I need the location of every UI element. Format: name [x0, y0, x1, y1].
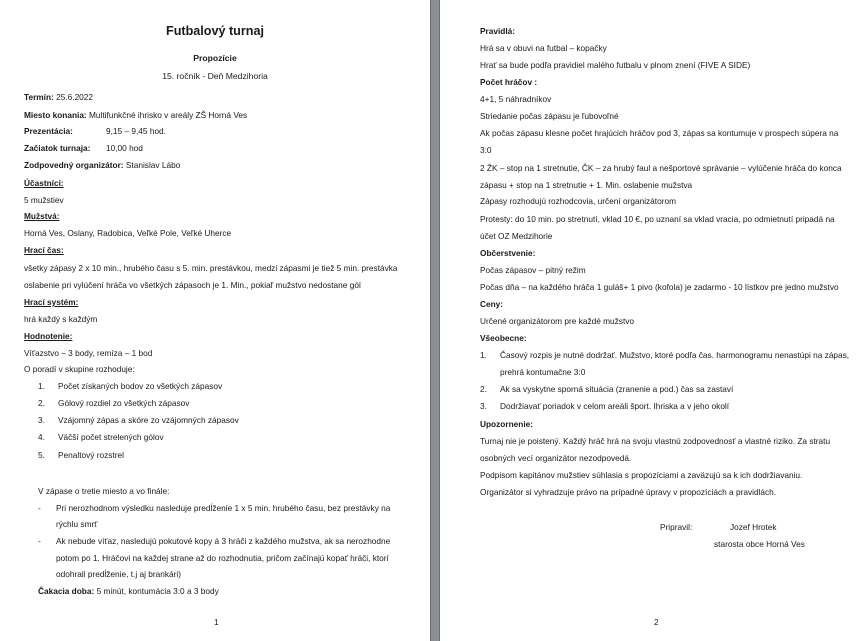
finale-intro: V zápase o tretie miesto a vo finále: — [38, 486, 170, 496]
vseobecne-item-num: 2. — [480, 384, 487, 394]
dash-bullet: - — [38, 536, 41, 546]
karty-line-1: 2 ŽK – stop na 1 stretnutie, ČK – za hrubý faul a nešportové správanie – vylúčenie hráča do konca — [480, 163, 842, 173]
organizator-vyhradzuje-line: Organizátor si vyhradzuje právo na prípadné úpravy v propozíciách a pravidlách. — [480, 487, 777, 497]
obcerstvenie-heading: Občerstvenie: — [480, 248, 536, 258]
mustva-heading: Mužstvá: — [24, 211, 60, 221]
vseobecne-heading: Všeobecne: — [480, 333, 527, 343]
vseobecne-item-num: 3. — [480, 401, 487, 411]
criteria-num: 1. — [38, 381, 45, 391]
document-subtitle: Propozície — [193, 53, 237, 63]
hraci-cas-heading: Hrací čas: — [24, 245, 64, 255]
mustva-value: Horná Ves, Oslany, Radobica, Veľké Pole, Veľké Uherce — [24, 228, 232, 238]
pocet-line-1: 4+1, 5 náhradníkov — [480, 94, 552, 104]
hodnotenie-heading: Hodnotenie: — [24, 331, 73, 341]
hraci-system-heading: Hrací systém: — [24, 297, 79, 307]
pocet-line-3: Ak počas zápasu klesne počet hrajúcich hráčov pod 3, zápas sa kontumuje v prospech súpera na — [480, 128, 839, 138]
vseobecne-item-num: 1. — [480, 350, 487, 360]
criteria-num: 4. — [38, 432, 45, 442]
criteria-text: Gólový rozdiel zo všetkých zápasov — [58, 398, 190, 408]
pocet-line-2: Striedanie počas zápasu je ľubovoľné — [480, 111, 619, 121]
finale-rule-2-line-2: potom po 1. Hráčovi na každej strane až do rozhodnutia, pričom začínajú kopať hráči, ktorí — [56, 553, 389, 563]
hraci-cas-line-1: všetky zápasy 2 x 10 min., hrubého času s 5. min. prestávkou, medzi zápasmi je tiež 5 min. prestávka — [24, 263, 398, 273]
protesty-line-1: Protesty: do 10 min. po stretnutí, vklad 10 €, po uznaní sa vklad vracia, po odmietnutí pripadá na — [480, 214, 835, 224]
finale-rule-1-line-2: rýchlu smrť — [56, 519, 98, 529]
ceny-value: Určené organizátorom pre každé mužstvo — [480, 316, 635, 326]
prezentacia-value: 9,15 – 9,45 hod. — [106, 126, 166, 136]
page-number: 2 — [654, 617, 659, 627]
finale-rule-2-line-1: Ak nebude víťaz, nasledujú pokutové kopy á 3 hráči z každého mužstva, ak sa nerozhodne — [56, 536, 391, 546]
termin-label: Termín: — [24, 92, 54, 102]
document-title: Futbalový turnaj — [166, 24, 264, 38]
pocet-heading: Počet hráčov : — [480, 77, 538, 87]
hraci-cas-line-2: oslabenie pri vylúčení hráča vo všetkých zápasoch je 1. Min., pokiaľ mužstvo nedostane gól — [24, 280, 361, 290]
organizator-label: Zodpovedný organizátor: — [24, 160, 124, 170]
upozornenie-heading: Upozornenie: — [480, 419, 534, 429]
cakacia-value: 5 minút, kontumácia 3:0 a 3 body — [94, 586, 219, 596]
dash-bullet: - — [38, 503, 41, 513]
karty-line-2: zápasu + stop na 1 stretnutie + 1. Min. oslabenie mužstva — [480, 180, 693, 190]
rozhodcovia-line: Zápasy rozhodujú rozhodcovia, určení organizátorom — [480, 196, 677, 206]
criteria-num: 5. — [38, 450, 45, 460]
criteria-num: 2. — [38, 398, 45, 408]
miesto-row — [24, 110, 247, 121]
vseobecne-item-text: Časový rozpis je nutné dodržať. Mužstvo, ktoré podľa čas. harmonogramu nenastúpi na zápas, — [500, 350, 850, 360]
document-page-2 — [440, 0, 867, 641]
vseobecne-item-text: Ak sa vyskytne sporná situácia (zranenie a pod.) čas sa zastaví — [500, 384, 734, 394]
finale-rule-2-line-3: odohrali predĺženie, t.j aj brankári) — [56, 569, 181, 579]
obcerstvenie-line-1: Počas zápasov – pitný režim — [480, 265, 586, 275]
prezentacia-label: Prezentácia: — [24, 126, 73, 136]
organizator-row — [24, 160, 180, 171]
criteria-text: Väčší počet strelených gólov — [58, 432, 164, 442]
pocet-line-4: 3:0 — [480, 145, 492, 155]
obcerstvenie-line-2: Počas dňa – na každého hráča 1 guláš+ 1 pivo (kofola) je zadarmo - 10 lístkov pre jedno mužstvo — [480, 282, 839, 292]
poradie-intro: O poradí v skupine rozhoduje: — [24, 364, 135, 374]
upozornenie-line-2: osobných vecí organizátor nezodpovedá. — [480, 453, 632, 463]
hraci-system-value: hrá každý s každým — [24, 314, 98, 324]
pravidla-line-2: Hrať sa bude podľa pravidiel malého futbalu v plnom znení (FIVE A SIDE) — [480, 60, 751, 70]
pripravil-name: Jozef Hrotek — [730, 522, 777, 532]
pripravil-role: starosta obce Horná Ves — [714, 539, 805, 549]
pravidla-heading: Pravidlá: — [480, 26, 516, 36]
edition-line: 15. ročník - Deň Medzihoria — [162, 71, 268, 81]
zaciatok-label: Začiatok turnaja: — [24, 143, 91, 153]
organizator-value: Stanislav Lábo — [123, 160, 181, 170]
finale-rule-1-line-1: Pri nerozhodnom výsledku nasleduje predĺženie 1 x 5 min. hrubého času, bez prestávky na — [56, 503, 391, 513]
pravidla-line-1: Hrá sa v obuvi na futbal – kopačky — [480, 43, 607, 53]
termin-value: 25.6.2022 — [53, 92, 94, 102]
vseobecne-item-continuation: prehrá kontumačne 3:0 — [500, 367, 586, 377]
cakacia-label: Čakacia doba: — [38, 586, 95, 596]
criteria-text: Penaltový rozstrel — [58, 450, 124, 460]
ucastnici-value: 5 mužstiev — [24, 195, 64, 205]
criteria-text: Vzájomný zápas a skóre zo vzájomných zápasov — [58, 415, 239, 425]
cakacia-row — [38, 586, 219, 597]
upozornenie-line-1: Turnaj nie je poistený. Každý hráč hrá na svoju vlastnú zodpovednosť a vlastné riziko. Za stratu — [480, 436, 831, 446]
page-number: 1 — [214, 617, 219, 627]
criteria-num: 3. — [38, 415, 45, 425]
document-page-1 — [0, 0, 430, 641]
pripravil-label: Pripravil: — [660, 522, 693, 532]
hodnotenie-value: Víťazstvo – 3 body, remíza – 1 bod — [24, 348, 153, 358]
page-separator — [430, 0, 440, 641]
miesto-value: Multifunkčné ihrisko v areály ZŠ Horná Ves — [86, 110, 248, 120]
criteria-text: Počet získaných bodov zo všetkých zápasov — [58, 381, 223, 391]
podpisom-line: Podpisom kapitánov mužstiev súhlasia s propozíciami a zaväzujú sa k ich dodržiavaniu. — [480, 470, 803, 480]
miesto-label: Miesto konania: — [24, 110, 87, 120]
ceny-heading: Ceny: — [480, 299, 504, 309]
protesty-line-2: účet OZ Medzihorie — [480, 231, 553, 241]
ucastnici-heading: Účastníci: — [24, 178, 64, 188]
termin-row — [24, 92, 93, 103]
zaciatok-value: 10,00 hod — [106, 143, 143, 153]
vseobecne-item-text: Dodržiavať poriadok v celom areáli šport. Ihriska a v jeho okolí — [500, 401, 730, 411]
